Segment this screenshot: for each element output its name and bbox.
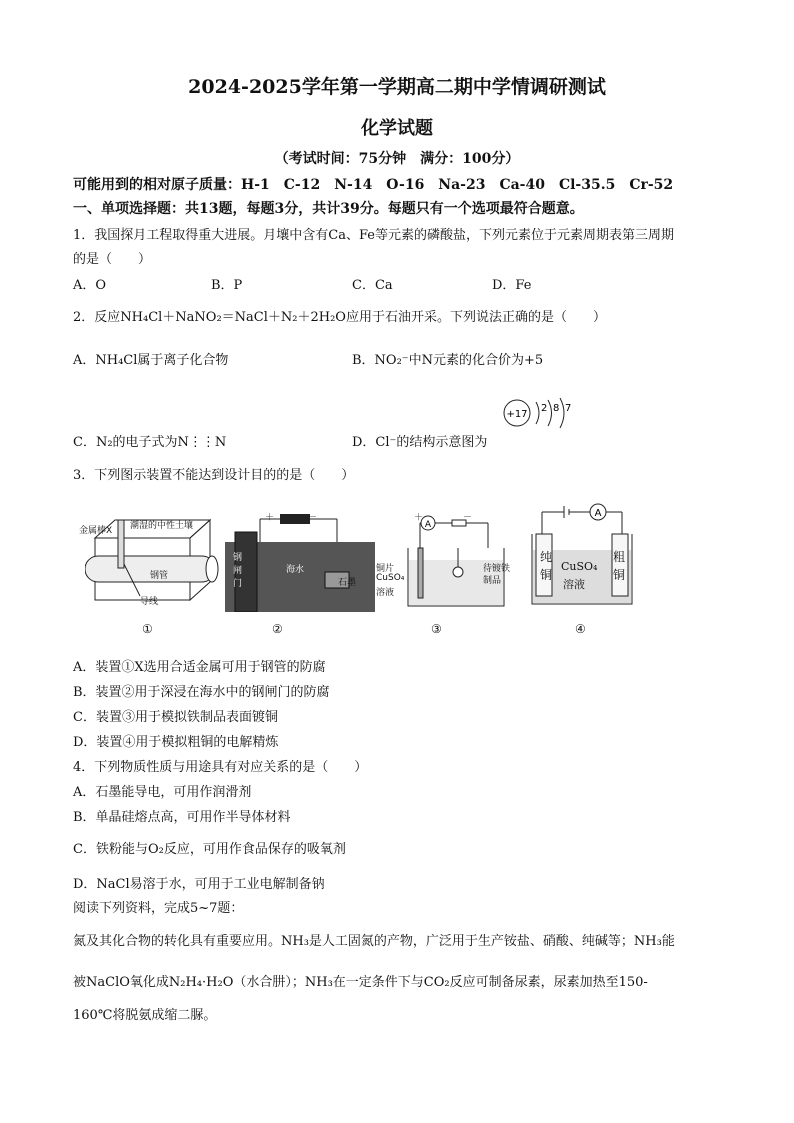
q3-option-d[interactable]: D．装置④用于模拟粗铜的电解精炼 [73, 735, 279, 750]
label-steel-pipe: 钢管 [150, 571, 169, 581]
exam-info: （考试时间：75分钟 满分：100分） [274, 151, 520, 167]
reading-line-2: 被NaClO氧化成N₂H₄·H₂O（水合肼）；NH₃在一定条件下与CO₂反应可制备尿素，尿素加热至150- [73, 975, 648, 990]
label-graphite: 石墨 [338, 578, 357, 588]
atomic-masses: 可能用到的相对原子质量：H-1 C-12 N-14 O-16 Na-23 Ca-40 Cl-35.5 Cr-52 [73, 177, 674, 193]
ammeter-label-4: A [594, 508, 602, 519]
q1-stem-line2: 的是（ ） [73, 252, 152, 267]
q1-option-d[interactable]: D．Fe [492, 278, 532, 293]
q3-stem: 3．下列图示装置不能达到设计目的的是（ ） [73, 468, 355, 483]
figure-2-number: ② [272, 622, 283, 636]
label-copper-sheet: 铜片 [376, 564, 395, 574]
label-positive: ＋ [265, 513, 275, 523]
q3-option-a[interactable]: A．装置①X选用合适金属可用于钢管的防腐 [73, 660, 326, 675]
label-positive-3: ＋ [414, 513, 424, 523]
section-heading: 一、单项选择题：共13题，每题3分，共计39分。每题只有一个选项最符合题意。 [73, 201, 584, 217]
figure-3-number: ③ [431, 622, 442, 636]
label-soil: 潮湿的中性土壤 [130, 521, 194, 531]
q1-option-c[interactable]: C．Ca [352, 278, 393, 293]
q2-stem: 2．反应NH₄Cl＋NaNO₂＝NaCl＋N₂＋2H₂O应用于石油开采。下列说法正确的是（ ） [73, 310, 606, 325]
nucleus-charge: +17 [506, 409, 528, 420]
reading-intro: 阅读下列资料，完成5~7题： [73, 901, 244, 916]
q2-option-b[interactable]: B．NO₂⁻中N元素的化合价为+5 [352, 353, 544, 368]
label-solution-3: 溶液 [376, 588, 395, 598]
label-iron-item-2: 制品 [483, 576, 502, 586]
q4-stem: 4．下列物质性质与用途具有对应关系的是（ ） [73, 760, 368, 775]
q2-option-a[interactable]: A．NH₄Cl属于离子化合物 [73, 353, 229, 368]
q4-option-b[interactable]: B．单晶硅熔点高，可用作半导体材料 [73, 810, 291, 825]
label-metal-rod-x: 金属棒X [79, 526, 113, 536]
q1-option-a[interactable]: A．O [73, 278, 107, 293]
label-negative: － [308, 513, 318, 523]
page-title: 2024-2025学年第一学期高二期中学情调研测试 [188, 76, 606, 98]
label-seawater: 海水 [286, 565, 305, 575]
subject-title: 化学试题 [361, 118, 433, 139]
label-solution-4: 溶液 [563, 578, 585, 591]
label-pure-1: 纯 [540, 550, 553, 564]
label-cuso4-4: CuSO₄ [561, 560, 598, 573]
reading-line-3: 160℃将脱氨成缩二脲。 [73, 1008, 217, 1023]
q2-option-d[interactable]: D．Cl⁻的结构示意图为 [352, 435, 488, 450]
label-cuso4-3: CuSO₄ [376, 573, 405, 583]
label-crude-1: 粗 [613, 550, 626, 564]
q3-option-c[interactable]: C．装置③用于模拟铁制品表面镀铜 [73, 710, 278, 725]
q1-option-b[interactable]: B．P [211, 278, 243, 293]
reading-line-1: 氮及其化合物的转化具有重要应用。NH₃是人工固氮的产物，广泛用于生产铵盐、硝酸、纯碱等；NH₃能 [73, 934, 675, 949]
label-negative-3: － [463, 513, 473, 523]
chloride-ion-structure-diagram [500, 396, 580, 432]
figure-1-number: ① [142, 622, 153, 636]
q4-option-d[interactable]: D．NaCl易溶于水，可用于工业电解制备钠 [73, 877, 325, 892]
figure-4-number: ④ [575, 622, 586, 636]
q4-option-c[interactable]: C．铁粉能与O₂反应，可用作食品保存的吸氧剂 [73, 842, 346, 857]
q3-option-b[interactable]: B．装置②用于深浸在海水中的钢闸门的防腐 [73, 685, 330, 700]
label-crude-2: 铜 [613, 568, 626, 582]
ammeter-label: A [424, 520, 432, 530]
shell-1-count: 2 [541, 403, 548, 414]
label-steel-gate: 钢闸门 [233, 553, 243, 589]
label-pure-2: 铜 [540, 568, 553, 582]
figure-3-electroplating [380, 508, 520, 610]
q2-option-c[interactable]: C．N₂的电子式为N⋮⋮N [73, 435, 227, 450]
label-iron-item-1: 待镀铁 [483, 564, 511, 574]
label-wire: 导线 [140, 597, 159, 607]
q1-stem-line1: 1．我国探月工程取得重大进展。月壤中含有Ca、Fe等元素的磷酸盐，下列元素位于元素周期表第三周期 [73, 228, 674, 243]
q4-option-a[interactable]: A．石墨能导电，可用作润滑剂 [73, 785, 252, 800]
shell-2-count: 8 [553, 403, 560, 414]
shell-3-count: 7 [565, 403, 572, 414]
